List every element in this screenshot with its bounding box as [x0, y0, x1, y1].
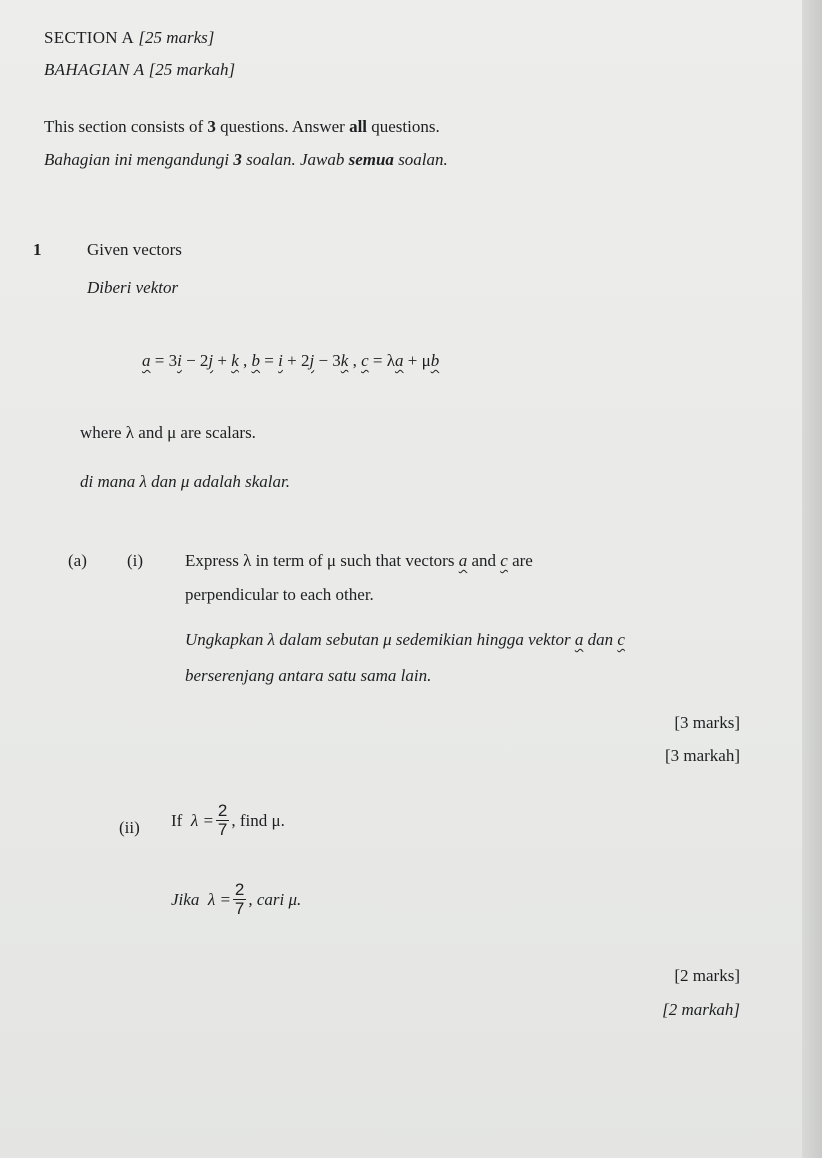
section-marks-ms: [25 markah]	[148, 60, 236, 79]
part-i-label: (i)	[127, 551, 144, 570]
cari-mu: , cari μ.	[248, 889, 302, 909]
vec-a-symbol: a	[458, 551, 468, 570]
eq-part: − 3	[314, 351, 341, 370]
eq-unit-i: i	[177, 351, 182, 370]
part-ii-label: (ii)	[119, 818, 140, 837]
eq-unit-i: i	[278, 351, 283, 370]
vec-c-symbol: c	[500, 551, 508, 570]
fraction-numerator: 2	[234, 880, 245, 899]
eq-separator: ,	[238, 351, 252, 370]
instr-ms-mid: soalan. Jawab	[246, 150, 345, 169]
eq-unit-j: j	[208, 351, 214, 370]
instr-ms-all: semua	[348, 150, 394, 169]
eq-vec-c: c	[361, 351, 369, 370]
fraction-two-sevenths	[216, 802, 229, 839]
instructions-en	[44, 117, 440, 137]
marks-en-i	[674, 713, 740, 733]
instr-en-mid: questions. Answer	[220, 117, 345, 136]
eq-part: +	[213, 351, 232, 370]
marks-label: [3 marks]	[674, 713, 740, 732]
jika-word: Jika	[171, 889, 200, 909]
fraction-denominator: 7	[217, 820, 228, 839]
marks-label: [3 markah]	[664, 746, 740, 765]
fraction-numerator: 2	[217, 801, 228, 820]
section-title-ms: BAHAGIAN A	[44, 60, 145, 79]
part-i-text: are	[512, 551, 533, 570]
given-vectors-en: Given vectors	[87, 240, 182, 259]
part-i-text: Express λ in term of μ such that vectors	[185, 551, 455, 570]
part-i-ms-line1	[185, 630, 625, 650]
vec-a-symbol: a	[574, 630, 584, 649]
fraction-two-sevenths	[233, 881, 246, 918]
instr-en-count: 3	[207, 117, 216, 136]
eq-part: + μ	[403, 351, 431, 370]
marks-label: [2 marks]	[674, 966, 740, 985]
part-i-ms-text: dan	[587, 630, 614, 649]
marks-en-ii	[674, 966, 740, 986]
eq-unit-j: j	[309, 351, 315, 370]
eq-part: + 2	[282, 351, 310, 370]
instr-ms-pre: Bahagian ini mengandungi	[44, 150, 230, 169]
instr-en-post: questions.	[371, 117, 440, 136]
eq-unit-k: k	[231, 351, 239, 370]
eq-unit-k: k	[340, 351, 349, 370]
section-marks-en: [25 marks]	[138, 28, 215, 47]
eq-part: = 3	[150, 351, 178, 370]
marks-ms-ii	[662, 1000, 740, 1020]
part-ii-en	[171, 802, 285, 839]
section-heading-ms	[44, 60, 235, 80]
if-word: If	[171, 810, 183, 830]
instr-ms-post: soalan.	[398, 150, 448, 169]
question-number: 1	[33, 240, 42, 259]
eq-vec-b: b	[251, 351, 261, 370]
fraction-denominator: 7	[234, 899, 245, 918]
eq-part: = λ	[368, 351, 395, 370]
section-title-en: SECTION A	[44, 28, 135, 47]
instructions-ms	[44, 150, 448, 170]
given-vectors-ms: Diberi vektor	[87, 278, 179, 297]
eq-vec-b: b	[430, 351, 440, 370]
part-a-label: (a)	[68, 551, 87, 570]
part-i-ms-line2: berserenjang antara satu sama lain.	[185, 666, 432, 685]
part-i-ms-text: Ungkapkan λ dalam sebutan μ sedemikian hingga vektor	[185, 630, 571, 649]
instr-en-pre: This section consists of	[44, 117, 204, 136]
part-ii-ms	[171, 881, 301, 918]
find-mu: , find μ.	[231, 810, 285, 830]
part-i-text: and	[471, 551, 497, 570]
eq-vec-a: a	[142, 351, 151, 370]
part-i-line2: perpendicular to each other.	[185, 585, 374, 604]
lambda-equals: λ =	[190, 810, 214, 830]
section-heading-en	[44, 28, 214, 48]
marks-label: [2 markah]	[662, 1000, 740, 1019]
scalars-ms: di mana λ dan μ adalah skalar.	[80, 472, 290, 491]
eq-part: − 2	[181, 351, 209, 370]
vector-equation	[142, 351, 439, 371]
vec-c-symbol: c	[617, 630, 625, 649]
page-edge-shadow	[802, 0, 822, 1158]
eq-separator: ,	[348, 351, 362, 370]
scalars-en: where λ and μ are scalars.	[80, 423, 256, 442]
part-i-line1	[185, 551, 533, 571]
eq-vec-a: a	[394, 351, 404, 370]
instr-ms-count: 3	[233, 150, 242, 169]
instr-en-all: all	[349, 117, 368, 136]
eq-part: =	[260, 351, 279, 370]
lambda-equals: λ =	[207, 889, 231, 909]
marks-ms-i	[665, 746, 740, 766]
